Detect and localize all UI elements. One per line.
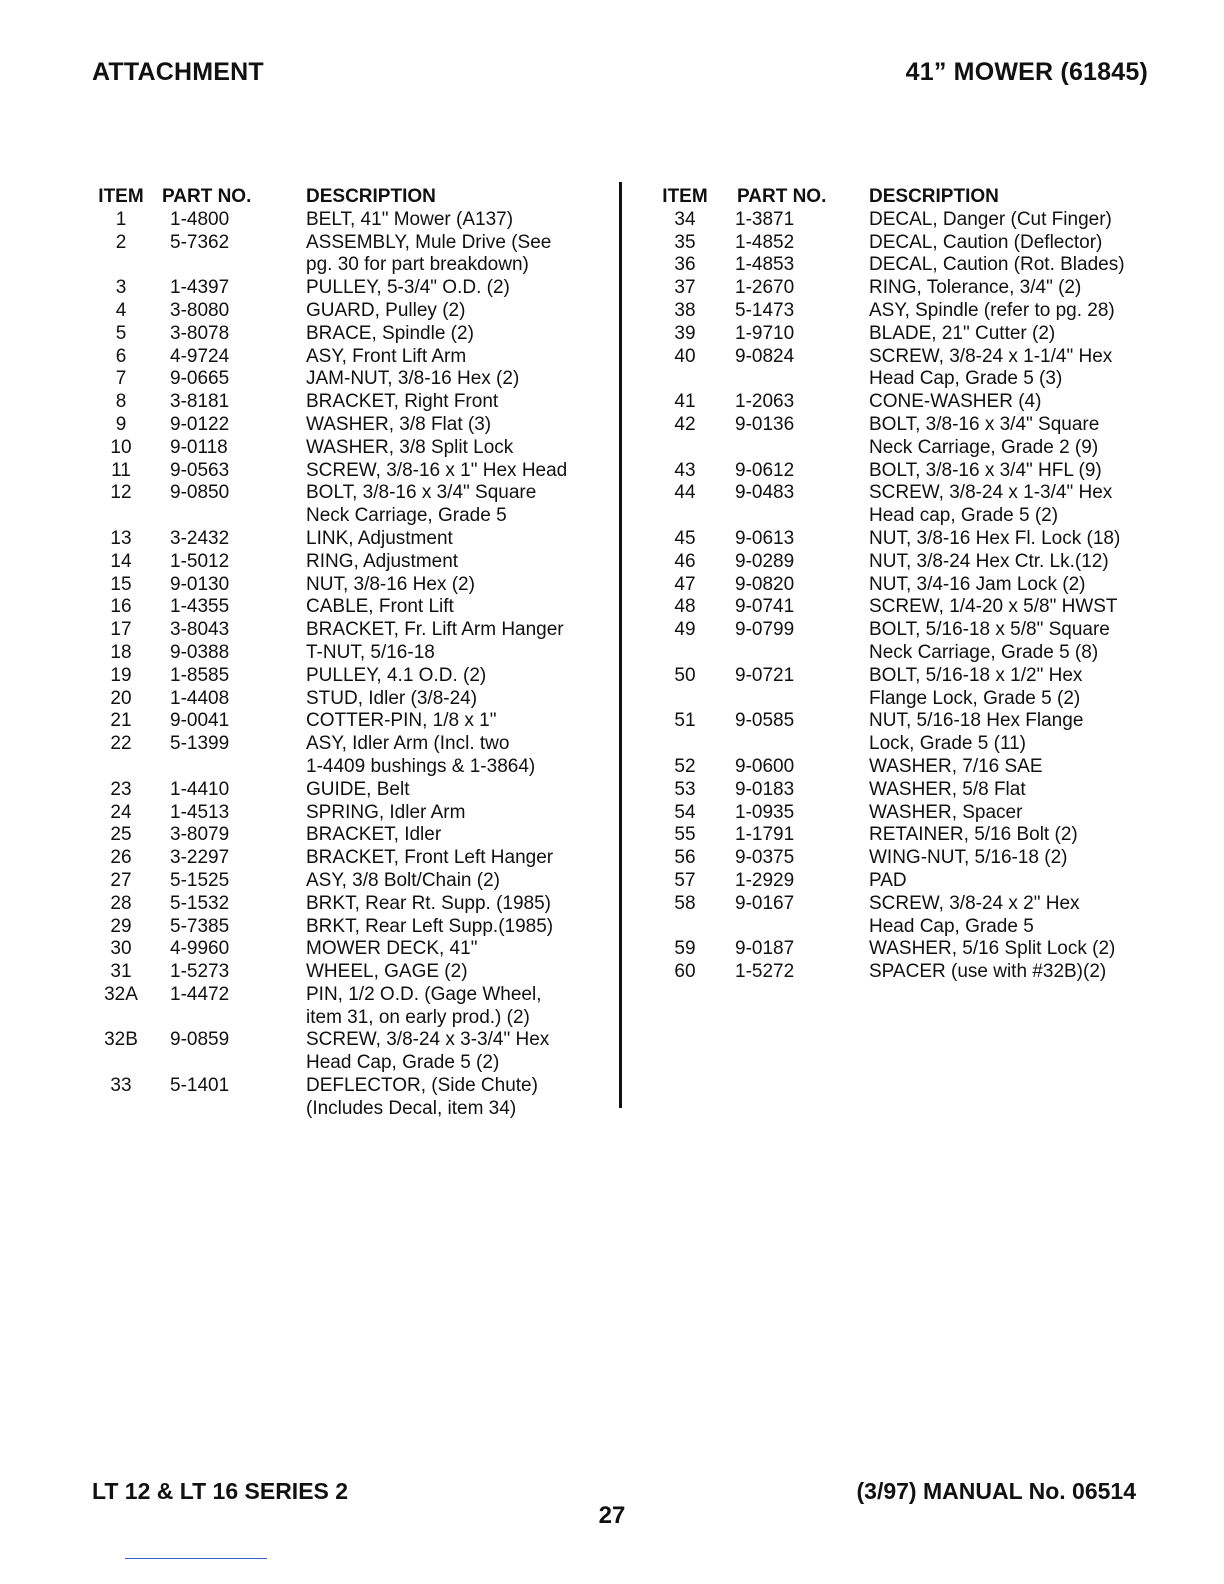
part-description: NUT, 3/4-16 Jam Lock (2) <box>869 573 1086 595</box>
item-number: 53 <box>674 778 696 800</box>
item-number: 26 <box>110 847 132 869</box>
part-description: ASY, Front Lift Arm <box>306 345 467 367</box>
part-description: MOWER DECK, 41" <box>306 938 478 960</box>
table-row <box>92 779 612 802</box>
part-description: ASY, 3/8 Bolt/Chain (2) <box>306 869 500 891</box>
part-description: RING, Adjustment <box>306 550 459 572</box>
item-number: 18 <box>110 641 132 663</box>
part-number: 5-7362 <box>170 231 230 253</box>
part-description: SCREW, 3/8-24 x 3-3/4" Hex Head Cap, Grade 5 (2) <box>306 1029 550 1074</box>
part-description: SPACER (use with #32B)(2) <box>869 961 1107 983</box>
table-row <box>655 300 1155 323</box>
item-number: 3 <box>115 277 127 299</box>
item-number: 22 <box>110 733 132 755</box>
item-number: 16 <box>110 596 132 618</box>
part-number: 9-0289 <box>735 550 795 572</box>
table-row <box>655 346 1155 392</box>
part-description: RING, Tolerance, 3/4" (2) <box>869 277 1082 299</box>
part-number: 1-2063 <box>735 391 795 413</box>
table-row <box>655 619 1155 665</box>
item-number: 40 <box>674 345 696 367</box>
item-number: 55 <box>674 824 696 846</box>
part-description: DECAL, Caution (Rot. Blades) <box>869 254 1125 276</box>
table-row <box>92 710 612 733</box>
table-row <box>92 551 612 574</box>
part-number: 9-0824 <box>735 345 795 367</box>
part-number: 1-4397 <box>170 277 230 299</box>
part-number: 1-1791 <box>735 824 795 846</box>
table-row <box>655 596 1155 619</box>
table-row <box>655 323 1155 346</box>
item-number: 28 <box>110 892 132 914</box>
part-no-column-header: PART NO. <box>737 186 827 207</box>
part-number: 5-1525 <box>170 869 230 891</box>
item-number: 41 <box>674 391 696 413</box>
part-number: 9-0183 <box>735 778 795 800</box>
part-number: 1-5272 <box>735 961 795 983</box>
table-row <box>655 232 1155 255</box>
table-row <box>92 893 612 916</box>
part-description: BRACKET, Idler <box>306 824 442 846</box>
item-number: 25 <box>110 824 132 846</box>
part-description: WASHER, 3/8 Split Lock <box>306 436 514 458</box>
part-number: 1-2929 <box>735 869 795 891</box>
item-number: 37 <box>674 277 696 299</box>
item-number: 19 <box>110 664 132 686</box>
item-number: 5 <box>115 322 127 344</box>
part-description: BRKT, Rear Rt. Supp. (1985) <box>306 892 551 914</box>
part-number: 3-8181 <box>170 391 230 413</box>
part-description: LINK, Adjustment <box>306 527 453 549</box>
table-row <box>92 938 612 961</box>
table-row <box>655 961 1155 984</box>
table-row <box>655 779 1155 802</box>
table-row <box>92 460 612 483</box>
part-number: 5-1401 <box>170 1075 230 1097</box>
table-row <box>92 733 612 779</box>
table-row <box>92 437 612 460</box>
table-row <box>92 961 612 984</box>
part-number: 1-4513 <box>170 801 230 823</box>
part-number: 9-0741 <box>735 596 795 618</box>
table-row <box>92 414 612 437</box>
item-number: 1 <box>115 208 127 230</box>
part-description: WING-NUT, 5/16-18 (2) <box>869 847 1068 869</box>
table-row <box>92 916 612 939</box>
series-footer: LT 12 & LT 16 SERIES 2 <box>92 1478 349 1504</box>
part-description: SPRING, Idler Arm <box>306 801 466 823</box>
table-row <box>655 460 1155 483</box>
item-number: 36 <box>674 254 696 276</box>
part-number: 9-0563 <box>170 459 230 481</box>
part-description: WASHER, 3/8 Flat (3) <box>306 413 492 435</box>
table-row <box>92 232 612 278</box>
table-row <box>655 391 1155 414</box>
item-number: 45 <box>674 527 696 549</box>
part-description: BOLT, 5/16-18 x 1/2" Hex Flange Lock, Grade 5 (2) <box>869 664 1083 709</box>
table-row <box>655 574 1155 597</box>
part-number: 3-2297 <box>170 847 230 869</box>
table-row <box>92 346 612 369</box>
part-description: BLADE, 21" Cutter (2) <box>869 322 1056 344</box>
part-number: 3-8043 <box>170 619 230 641</box>
table-row <box>92 368 612 391</box>
table-row <box>92 619 612 642</box>
item-number: 32B <box>104 1029 138 1051</box>
part-number: 5-1473 <box>735 299 795 321</box>
item-number: 13 <box>110 527 132 549</box>
part-description: ASY, Idler Arm (Incl. two 1-4409 bushings & 1-3864) <box>306 733 536 777</box>
part-description: RETAINER, 5/16 Bolt (2) <box>869 824 1078 846</box>
table-row <box>655 209 1155 232</box>
table-row <box>92 528 612 551</box>
item-number: 6 <box>115 345 127 367</box>
part-description: NUT, 5/16-18 Hex Flange Lock, Grade 5 (11) <box>869 710 1084 755</box>
part-description: BOLT, 3/8-16 x 3/4" HFL (9) <box>869 459 1102 481</box>
table-row <box>92 1029 612 1075</box>
table-row <box>92 824 612 847</box>
item-number: 51 <box>674 710 696 732</box>
table-row <box>92 391 612 414</box>
part-number: 1-8585 <box>170 664 230 686</box>
part-description: SCREW, 3/8-24 x 1-3/4" Hex Head cap, Grade 5 (2) <box>869 482 1113 527</box>
manual-number-footer: (3/97) MANUAL No. 06514 <box>856 1478 1136 1504</box>
description-column-header: DESCRIPTION <box>306 186 436 207</box>
item-number: 2 <box>115 231 127 253</box>
part-description: SCREW, 3/8-24 x 1-1/4" Hex Head Cap, Grade 5 (3) <box>869 345 1113 390</box>
part-description: PULLEY, 4.1 O.D. (2) <box>306 664 487 686</box>
table-row <box>655 414 1155 460</box>
table-row <box>92 323 612 346</box>
part-number: 5-1532 <box>170 892 230 914</box>
parts-list-left <box>92 209 612 1121</box>
item-number: 60 <box>674 961 696 983</box>
part-number: 1-4408 <box>170 687 230 709</box>
table-row <box>655 938 1155 961</box>
part-description: CONE-WASHER (4) <box>869 391 1042 413</box>
item-number: 38 <box>674 299 696 321</box>
part-number: 9-0187 <box>735 938 795 960</box>
part-number: 1-4800 <box>170 208 230 230</box>
part-description: JAM-NUT, 3/8-16 Hex (2) <box>306 368 520 390</box>
column-divider <box>619 182 622 1108</box>
part-description: CABLE, Front Lift <box>306 596 454 618</box>
part-number: 1-9710 <box>735 322 795 344</box>
table-row <box>655 528 1155 551</box>
part-description: T-NUT, 5/16-18 <box>306 641 435 663</box>
part-number: 1-5273 <box>170 961 230 983</box>
table-row <box>92 665 612 688</box>
table-row <box>655 847 1155 870</box>
table-header-right <box>655 186 1155 209</box>
part-number: 9-0859 <box>170 1029 230 1051</box>
parts-table-right <box>655 186 1155 984</box>
table-row <box>92 596 612 619</box>
part-number: 9-0388 <box>170 641 230 663</box>
item-number: 44 <box>674 482 696 504</box>
part-description: GUIDE, Belt <box>306 778 410 800</box>
table-row <box>655 254 1155 277</box>
part-number: 9-0665 <box>170 368 230 390</box>
table-row <box>92 642 612 665</box>
part-description: PAD <box>869 869 907 891</box>
item-number: 58 <box>674 892 696 914</box>
part-description: WHEEL, GAGE (2) <box>306 961 468 983</box>
item-number: 35 <box>674 231 696 253</box>
item-number: 47 <box>674 573 696 595</box>
item-number: 10 <box>110 436 132 458</box>
item-column-header: ITEM <box>662 186 708 207</box>
item-number: 57 <box>674 869 696 891</box>
item-number: 8 <box>115 391 127 413</box>
part-description: ASY, Spindle (refer to pg. 28) <box>869 299 1115 321</box>
part-description: DECAL, Danger (Cut Finger) <box>869 208 1112 230</box>
part-number: 9-0613 <box>735 527 795 549</box>
table-row <box>655 802 1155 825</box>
item-number: 12 <box>110 482 132 504</box>
part-description: WASHER, 7/16 SAE <box>869 755 1043 777</box>
item-number: 33 <box>110 1075 132 1097</box>
item-number: 9 <box>115 413 127 435</box>
table-row <box>655 893 1155 939</box>
part-description: ASSEMBLY, Mule Drive (See pg. 30 for part breakdown) <box>306 231 552 276</box>
item-number: 42 <box>674 413 696 435</box>
scan-underline <box>125 1558 267 1559</box>
table-row <box>655 710 1155 756</box>
part-description: SCREW, 1/4-20 x 5/8" HWST <box>869 596 1118 618</box>
table-row <box>655 482 1155 528</box>
parts-table-left <box>92 186 612 1121</box>
part-description: NUT, 3/8-16 Hex (2) <box>306 573 475 595</box>
part-number: 5-7385 <box>170 915 230 937</box>
item-number: 7 <box>115 368 127 390</box>
table-row <box>92 574 612 597</box>
item-number: 29 <box>110 915 132 937</box>
part-description: BOLT, 5/16-18 x 5/8" Square Neck Carriage, Grade 5 (8) <box>869 619 1110 663</box>
part-description: DECAL, Caution (Deflector) <box>869 231 1103 253</box>
part-description: STUD, Idler (3/8-24) <box>306 687 478 709</box>
page-number: 27 <box>598 1502 626 1529</box>
item-number: 52 <box>674 755 696 777</box>
part-description: BRKT, Rear Left Supp.(1985) <box>306 915 554 937</box>
part-description: WASHER, 5/8 Flat <box>869 778 1026 800</box>
part-description: NUT, 3/8-16 Hex Fl. Lock (18) <box>869 527 1121 549</box>
item-number: 17 <box>110 619 132 641</box>
table-row <box>92 277 612 300</box>
part-description: GUARD, Pulley (2) <box>306 299 466 321</box>
part-number: 9-0118 <box>170 436 228 458</box>
part-no-column-header: PART NO. <box>162 186 252 207</box>
item-number: 59 <box>674 938 696 960</box>
part-number: 3-2432 <box>170 527 230 549</box>
item-number: 34 <box>674 208 696 230</box>
part-number: 9-0375 <box>735 847 795 869</box>
part-description: SCREW, 3/8-24 x 2" Hex Head Cap, Grade 5 <box>869 892 1080 937</box>
item-number: 21 <box>110 710 132 732</box>
part-description: BRACE, Spindle (2) <box>306 322 474 344</box>
part-number: 1-4852 <box>735 231 795 253</box>
part-description: BRACKET, Front Left Hanger <box>306 847 554 869</box>
table-row <box>92 984 612 1030</box>
section-title: ATTACHMENT <box>92 58 264 86</box>
part-number: 9-0600 <box>735 755 795 777</box>
item-number: 24 <box>110 801 132 823</box>
part-description: PIN, 1/2 O.D. (Gage Wheel, item 31, on early prod.) (2) <box>306 983 542 1028</box>
item-number: 27 <box>110 869 132 891</box>
description-column-header: DESCRIPTION <box>869 186 999 207</box>
part-description: WASHER, Spacer <box>869 801 1023 823</box>
table-row <box>655 277 1155 300</box>
table-row <box>92 209 612 232</box>
item-number: 49 <box>674 619 696 641</box>
item-number: 14 <box>110 550 132 572</box>
table-row <box>92 847 612 870</box>
item-number: 30 <box>110 938 132 960</box>
part-number: 9-0612 <box>735 459 795 481</box>
part-description: NUT, 3/8-24 Hex Ctr. Lk.(12) <box>869 550 1109 572</box>
table-row <box>92 802 612 825</box>
table-row <box>92 1075 612 1121</box>
part-number: 4-9724 <box>170 345 230 367</box>
item-number: 32A <box>104 983 138 1005</box>
parts-list-right <box>655 209 1155 984</box>
part-number: 9-0850 <box>170 482 230 504</box>
part-number: 5-1399 <box>170 733 230 755</box>
part-number: 9-0483 <box>735 482 795 504</box>
model-title: 41” MOWER (61845) <box>905 58 1148 86</box>
part-description: SCREW, 3/8-16 x 1" Hex Head <box>306 459 568 481</box>
part-number: 1-4355 <box>170 596 230 618</box>
item-number: 46 <box>674 550 696 572</box>
part-description: BOLT, 3/8-16 x 3/4" Square Neck Carriage, Grade 2 (9) <box>869 413 1100 458</box>
item-number: 31 <box>110 961 132 983</box>
part-number: 1-2670 <box>735 277 795 299</box>
table-row <box>92 688 612 711</box>
part-number: 4-9960 <box>170 938 230 960</box>
item-number: 56 <box>674 847 696 869</box>
part-number: 9-0130 <box>170 573 230 595</box>
item-number: 54 <box>674 801 696 823</box>
part-description: BRACKET, Right Front <box>306 391 499 413</box>
part-description: DEFLECTOR, (Side Chute) (Includes Decal, item 34) <box>306 1075 538 1119</box>
part-number: 1-4472 <box>170 983 230 1005</box>
part-number: 9-0799 <box>735 619 795 641</box>
part-number: 9-0167 <box>735 892 795 914</box>
table-row <box>92 482 612 528</box>
part-description: COTTER-PIN, 1/8 x 1" <box>306 710 497 732</box>
part-description: WASHER, 5/16 Split Lock (2) <box>869 938 1116 960</box>
part-description: BOLT, 3/8-16 x 3/4" Square Neck Carriage, Grade 5 <box>306 482 537 527</box>
item-number: 50 <box>674 664 696 686</box>
table-row <box>655 824 1155 847</box>
item-number: 20 <box>110 687 132 709</box>
table-row <box>655 551 1155 574</box>
item-number: 23 <box>110 778 132 800</box>
part-description: BELT, 41" Mower (A137) <box>306 208 514 230</box>
part-number: 3-8080 <box>170 299 230 321</box>
part-number: 9-0122 <box>170 413 230 435</box>
item-column-header: ITEM <box>98 186 144 207</box>
part-number: 1-4410 <box>170 778 230 800</box>
part-description: PULLEY, 5-3/4" O.D. (2) <box>306 277 510 299</box>
part-number: 9-0041 <box>170 710 230 732</box>
part-number: 1-4853 <box>735 254 795 276</box>
item-number: 15 <box>110 573 132 595</box>
item-number: 43 <box>674 459 696 481</box>
table-header-left <box>92 186 612 209</box>
table-row <box>92 300 612 323</box>
part-number: 3-8079 <box>170 824 230 846</box>
item-number: 11 <box>111 459 131 481</box>
table-row <box>655 665 1155 711</box>
part-number: 9-0721 <box>735 664 795 686</box>
part-number: 1-0935 <box>735 801 795 823</box>
item-number: 48 <box>674 596 696 618</box>
part-number: 1-5012 <box>170 550 230 572</box>
part-number: 3-8078 <box>170 322 230 344</box>
table-row <box>655 756 1155 779</box>
part-number: 9-0820 <box>735 573 795 595</box>
table-row <box>92 870 612 893</box>
part-number: 9-0136 <box>735 413 795 435</box>
item-number: 4 <box>115 299 127 321</box>
part-description: BRACKET, Fr. Lift Arm Hanger <box>306 619 564 641</box>
table-row <box>655 870 1155 893</box>
part-number: 1-3871 <box>735 208 795 230</box>
part-number: 9-0585 <box>735 710 795 732</box>
item-number: 39 <box>674 322 696 344</box>
